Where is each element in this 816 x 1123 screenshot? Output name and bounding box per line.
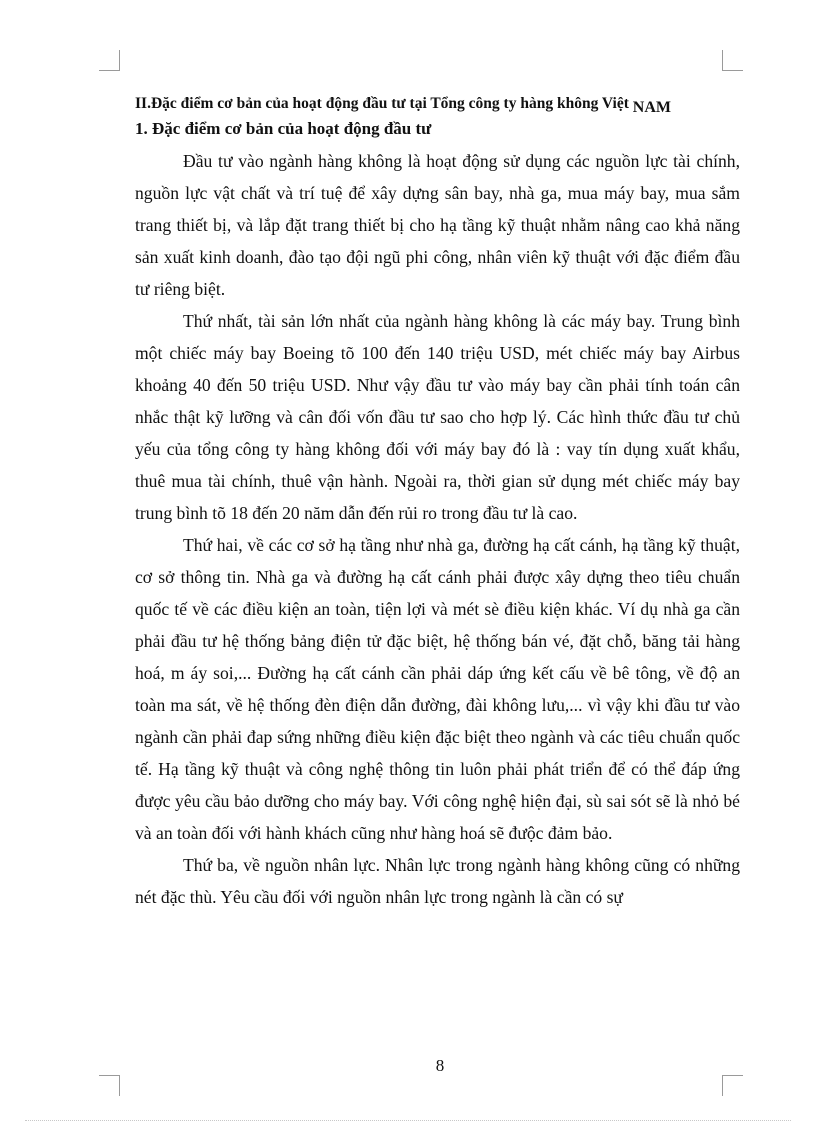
section-heading [135, 92, 740, 116]
page-bottom-divider [25, 1120, 791, 1121]
page-number: 8 [435, 1056, 445, 1075]
paragraph: Thứ ba, về nguồn nhân lực. Nhân lực trong ngành hàng không cũng có những nét đặc thù. Yêu cầu đối với nguồn nhân lực trong ngành là cần có sự [135, 855, 740, 907]
paragraph: Đầu tư vào ngành hàng không là hoạt động sử dụng các nguồn lực tài chính, nguồn lực vật chất và trí tuệ để xây dựng sân bay, nhà ga, mua máy bay, mua sắm trang thiết bị, và lắp đặt trang thiết bị cho hạ tầng kỹ thuật nhằm nâng cao khả năng sản xuất kinh doanh, đào tạo đội ngũ phi công, nhân viên kỹ thuật với đặc điểm đầu tư riêng biệt. [135, 151, 740, 299]
crop-mark-bottom-left [99, 1075, 120, 1096]
crop-mark-top-right [722, 50, 743, 71]
crop-mark-bottom-right [722, 1075, 743, 1096]
paragraph: Thứ hai, về các cơ sở hạ tầng như nhà ga, đường hạ cất cánh, hạ tầng kỹ thuật, cơ sở thông tin. Nhà ga và đường hạ cất cánh phải được xây dựng theo tiêu chuẩn quốc tế về các điều kiện an toàn, tiện lợi và mét sè điều kiện khác. Ví dụ nhà ga cần phải đầu tư hệ thống bảng điện tử đặc biệt, hệ thống bán vé, đặt chỗ, băng tải hàng hoá, m áy soi,... Đường hạ cất cánh cần phải dáp ứng kết cấu về bê tông, về độ an toàn ma sát, về hệ thống đèn điện dẫn đường, đài không lưu,... vì vậy khi đầu tư vào ngành cần phải đap sứng những điều kiện đặc biệt theo ngành và các tiêu chuẩn quốc tế. Hạ tầng kỹ thuật và công nghệ thông tin luôn phải phát triển để có thể đáp ứng được yêu cầu bảo dưỡng cho máy bay. Với công nghệ hiện đại, sù sai sót sẽ là nhỏ bé và an toàn đối với hành khách cũng như hàng hoá sẽ đưộc đảm bảo. [135, 535, 740, 843]
subheading: 1. Đặc điểm cơ bản của hoạt động đầu tư [135, 119, 432, 138]
page-body [135, 92, 740, 913]
section-heading-tail: NAM [632, 99, 671, 116]
paragraph: Thứ nhất, tài sản lớn nhất của ngành hàng không là các máy bay. Trung bình một chiếc máy bay Boeing tõ 100 đến 140 triệu USD, mét chiếc máy bay Airbus khoảng 40 đến 50 triệu USD. Như vậy đầu tư vào máy bay cần phải tính toán cân nhắc thật kỹ lưỡng và cân đối vốn đầu tư sao cho hợp lý. Các hình thức đầu tư chủ yếu của tổng công ty hàng không đối với máy bay đó là : vay tín dụng xuất khẩu, thuê mua tài chính, thuê vận hành. Ngoài ra, thời gian sử dụng mét chiếc máy bay trung bình tõ 18 đến 20 năm dẫn đến rủi ro trong đầu tư là cao. [135, 311, 740, 523]
crop-mark-top-left [99, 50, 120, 71]
section-heading-text: II.Đặc điểm cơ bản của hoạt động đầu tư tại Tổng công ty hàng không Việt [135, 95, 629, 112]
